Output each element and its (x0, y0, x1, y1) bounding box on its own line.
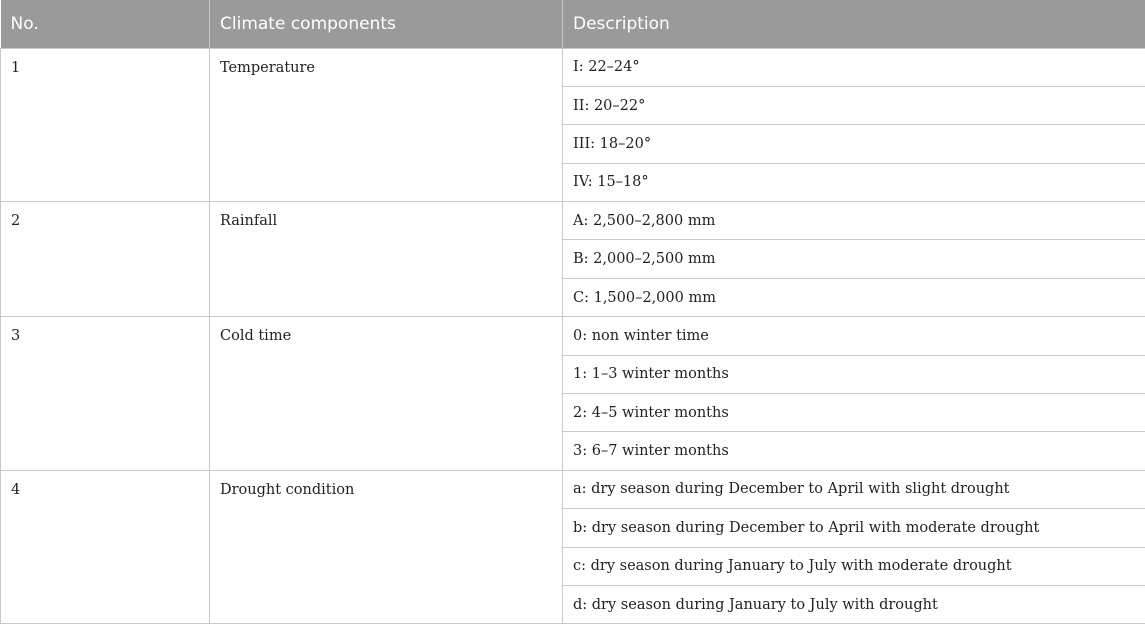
header-description: Description (563, 0, 1145, 48)
description-cell: b: dry season during December to April with moderate drought (563, 509, 1145, 547)
component-cell: Cold time (210, 317, 563, 471)
table-body (1, 48, 1145, 624)
table-row (1, 470, 1145, 508)
description-cell: A: 2,500–2,800 mm (563, 202, 1145, 240)
row-number-cell: 1 (1, 48, 210, 202)
header-climate-components: Climate components (210, 0, 563, 48)
description-cell: 2: 4–5 winter months (563, 394, 1145, 432)
description-cell: I: 22–24° (563, 48, 1145, 86)
header-no: No. (1, 0, 210, 48)
description-cell: c: dry season during January to July with moderate drought (563, 547, 1145, 585)
table-row (1, 317, 1145, 355)
description-cell: 1: 1–3 winter months (563, 355, 1145, 393)
row-number-cell: 4 (1, 470, 210, 624)
table-header (1, 0, 1145, 48)
description-cell: B: 2,000–2,500 mm (563, 240, 1145, 278)
description-cell: III: 18–20° (563, 125, 1145, 163)
description-cell: 3: 6–7 winter months (563, 432, 1145, 470)
component-cell: Drought condition (210, 470, 563, 624)
table-row (1, 202, 1145, 240)
component-cell: Rainfall (210, 202, 563, 317)
row-number-cell: 2 (1, 202, 210, 317)
row-number-cell: 3 (1, 317, 210, 471)
component-cell: Temperature (210, 48, 563, 202)
description-cell: IV: 15–18° (563, 163, 1145, 201)
description-cell: C: 1,500–2,000 mm (563, 278, 1145, 316)
description-cell: II: 20–22° (563, 86, 1145, 124)
description-cell: a: dry season during December to April with slight drought (563, 470, 1145, 508)
header-row (1, 0, 1145, 48)
table-row (1, 48, 1145, 86)
description-cell: 0: non winter time (563, 317, 1145, 355)
description-cell: d: dry season during January to July with drought (563, 585, 1145, 623)
